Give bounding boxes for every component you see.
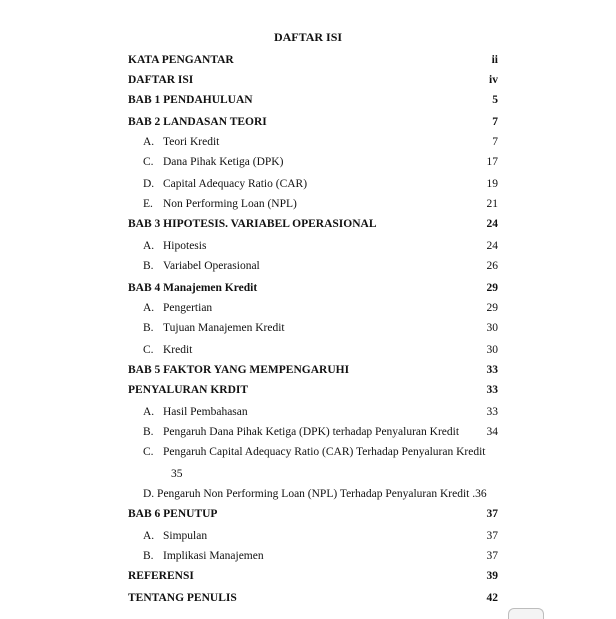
toc-entry-page: 7 [492, 136, 498, 148]
toc-subentry-dpk[interactable] [143, 154, 498, 170]
toc-entry-tentang-penulis[interactable] [128, 590, 498, 606]
toc-subentry-pengaruh-npl[interactable]: D. Pengaruh Non Performing Loan (NPL) Terhadap Penyaluran Kredit .36 [143, 488, 487, 500]
toc-entry-text: Pengertian [163, 302, 213, 314]
toc-entry-text: PENYALURAN KRDIT [128, 384, 249, 396]
toc-subentry-teori-kredit[interactable] [143, 134, 498, 150]
toc-subentry-car[interactable] [143, 176, 498, 192]
toc-entry-text: BAB 4 Manajemen Kredit [128, 282, 258, 294]
toc-subentry-pengaruh-car[interactable] [143, 444, 486, 460]
toc-entry-page: 30 [486, 344, 498, 356]
toc-subentry-label: A. [143, 530, 155, 542]
toc-entry-text: Tujuan Manajemen Kredit [163, 322, 285, 334]
toc-subentry-label: B. [143, 322, 154, 334]
viewer-corner-tab [508, 608, 544, 619]
toc-entry-text: Non Performing Loan (NPL) [163, 198, 297, 210]
toc-entry-daftar-isi[interactable] [128, 72, 498, 88]
toc-subentry-label: A. [143, 136, 155, 148]
toc-entry-bab-3[interactable] [128, 216, 498, 232]
toc-entry-page-wrapped: 35 [171, 468, 183, 480]
toc-entry-text: Hipotesis [163, 240, 207, 252]
toc-subentry-hipotesis[interactable] [143, 238, 498, 254]
toc-entry-page: 39 [486, 570, 498, 582]
toc-entry-page: 33 [486, 384, 498, 396]
toc-entry-text: BAB 1 PENDAHULUAN [128, 94, 253, 106]
toc-entry-text: Variabel Operasional [163, 260, 260, 272]
toc-subentry-label: B. [143, 260, 154, 272]
toc-subentry-simpulan[interactable] [143, 528, 498, 544]
toc-entry-page: 29 [486, 282, 498, 294]
toc-entry-kata-pengantar[interactable] [128, 52, 498, 68]
toc-entry-page: 26 [486, 260, 498, 272]
toc-entry-bab-5[interactable] [128, 362, 498, 378]
toc-entry-text: Capital Adequacy Ratio (CAR) [163, 178, 308, 190]
toc-entry-text: BAB 5 FAKTOR YANG MEMPENGARUHI [128, 364, 350, 376]
toc-entry-page: 30 [486, 322, 498, 334]
toc-subentry-pengaruh-dpk[interactable] [143, 424, 498, 440]
toc-entry-text: Kredit [163, 344, 193, 356]
toc-entry-text: Simpulan [163, 530, 208, 542]
toc-entry-page: 19 [486, 178, 498, 190]
toc-subentry-variabel-operasional[interactable] [143, 258, 498, 274]
toc-subentry-hasil-pembahasan[interactable] [143, 404, 498, 420]
toc-entry-text: REFERENSI [128, 570, 194, 582]
toc-entry-page: 7 [492, 116, 498, 128]
toc-entry-text: Implikasi Manajemen [163, 550, 264, 562]
toc-entry-text: TENTANG PENULIS [128, 592, 237, 604]
toc-entry-text: Teori Kredit [163, 136, 220, 148]
toc-entry-bab-6[interactable] [128, 506, 498, 522]
toc-entry-page: ii [491, 54, 498, 66]
toc-entry-text: BAB 3 HIPOTESIS. VARIABEL OPERASIONAL [128, 218, 377, 230]
toc-subentry-label: B. [143, 426, 154, 438]
toc-entry-referensi[interactable] [128, 568, 498, 584]
toc-entry-page: 37 [486, 550, 498, 562]
toc-entry-bab-4[interactable] [128, 280, 498, 296]
toc-subentry-label: C. [143, 446, 154, 458]
toc-entry-page: 37 [486, 508, 498, 520]
toc-subentry-npl[interactable] [143, 196, 498, 212]
toc-entry-page: iv [489, 74, 498, 86]
toc-entry-text: Pengaruh Capital Adequacy Ratio (CAR) Terhadap Penyaluran Kredit [163, 446, 486, 458]
toc-entry-page: 5 [492, 94, 498, 106]
toc-entry-page: 34 [486, 426, 498, 438]
toc-entry-text: KATA PENGANTAR [128, 54, 234, 66]
toc-subentry-implikasi-manajemen[interactable] [143, 548, 498, 564]
toc-subentry-label: C. [143, 344, 154, 356]
toc-entry-page: 21 [486, 198, 498, 210]
toc-entry-text: DAFTAR ISI [128, 74, 194, 86]
toc-entry-page: 29 [486, 302, 498, 314]
toc-subentry-label: E. [143, 198, 153, 210]
toc-entry-text: BAB 6 PENUTUP [128, 508, 218, 520]
toc-subentry-label: D. [143, 178, 155, 190]
toc-entry-page: 33 [486, 406, 498, 418]
toc-subentry-label: A. [143, 406, 155, 418]
toc-entry-page: 24 [486, 240, 498, 252]
toc-subentry-pengertian[interactable] [143, 300, 498, 316]
toc-entry-text: Pengaruh Dana Pihak Ketiga (DPK) terhadap Penyaluran Kredit [163, 426, 460, 438]
page-title: DAFTAR ISI [273, 30, 343, 44]
toc-entry-page: 17 [486, 156, 498, 168]
toc-entry-bab-2[interactable] [128, 114, 498, 130]
toc-subentry-tujuan-manajemen-kredit[interactable] [143, 320, 498, 336]
toc-subentry-kredit[interactable] [143, 342, 498, 358]
toc-entry-page: 37 [486, 530, 498, 542]
toc-entry-page: 42 [486, 592, 498, 604]
toc-subentry-label: A. [143, 302, 155, 314]
toc-entry-penyaluran-kredit[interactable] [128, 382, 498, 398]
toc-subentry-label: C. [143, 156, 154, 168]
toc-entry-bab-1[interactable] [128, 92, 498, 108]
toc-entry-page: 33 [486, 364, 498, 376]
toc-entry-text: BAB 2 LANDASAN TEORI [128, 116, 267, 128]
toc-entry-page: 24 [486, 218, 498, 230]
toc-entry-text: Hasil Pembahasan [163, 406, 248, 418]
toc-subentry-label: A. [143, 240, 155, 252]
toc-subentry-label: B. [143, 550, 154, 562]
toc-entry-text: Dana Pihak Ketiga (DPK) [163, 156, 284, 168]
